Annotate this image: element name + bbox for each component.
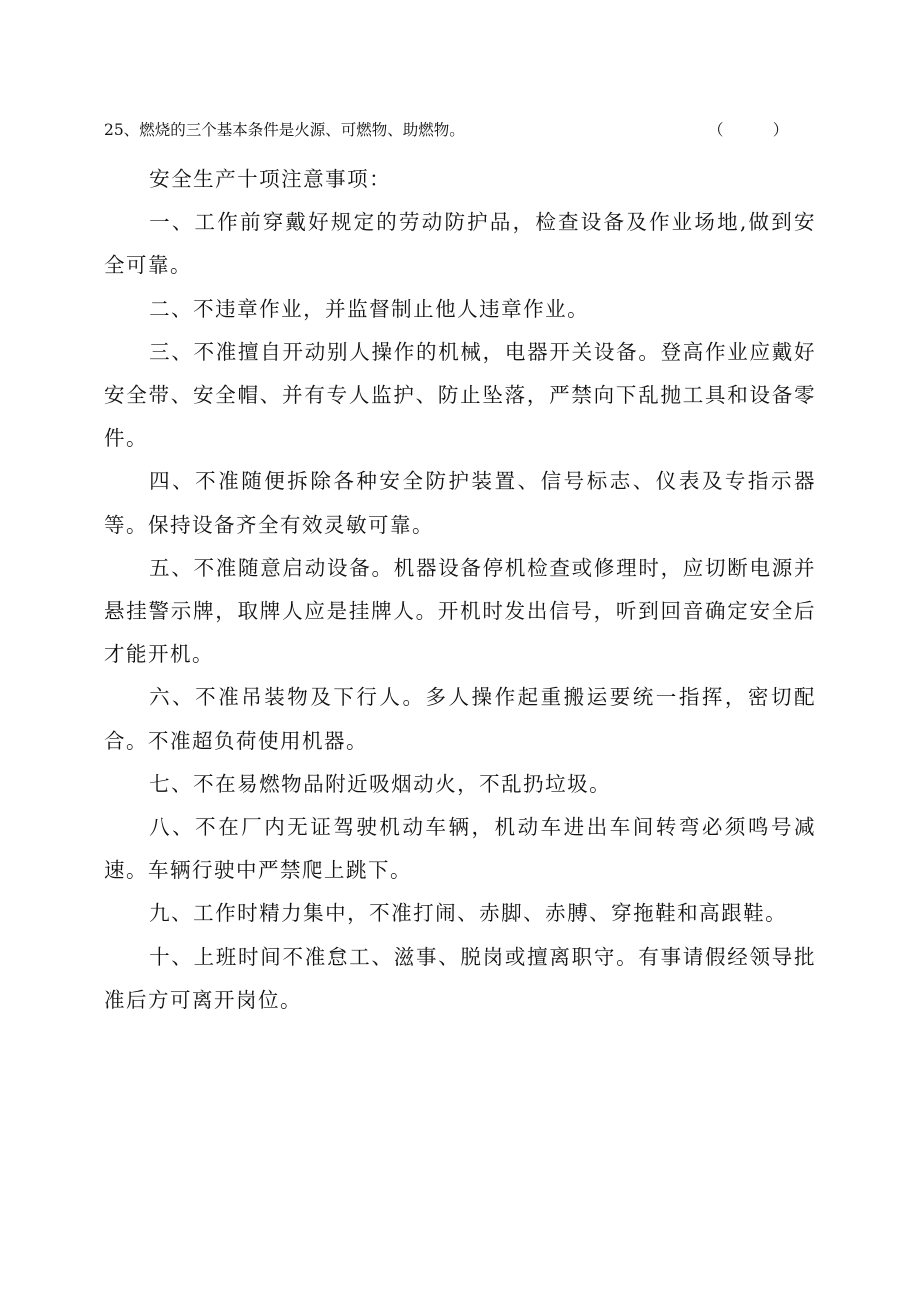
section-heading: 安全生产十项注意事项：: [149, 167, 392, 191]
list-item-2: 二、不违章作业，并监督制止他人违章作业。: [149, 296, 590, 321]
list-item-7: 七、不在易燃物品附近吸烟动火，不乱扔垃圾。: [149, 771, 612, 796]
question-text: 25、燃烧的三个基本条件是火源、可燃物、助燃物。: [104, 121, 465, 139]
safety-notes: [104, 158, 816, 1022]
list-item-9: 九、工作时精力集中，不准打闹、赤脚、赤膊、穿拖鞋和高跟鞋。: [149, 901, 788, 926]
list-item-3: 三、不准擅自开动别人操作的机械，电器开关设备。登高作业应戴好安全带、安全帽、并有专人监护、防止坠落，严禁向下乱抛工具和设备零件。: [104, 339, 816, 451]
list-item-5: 五、不准随意启动设备。机器设备停机检查或修理时，应切断电源并悬挂警示牌，取牌人应是挂牌人。开机时发出信号，听到回音确定安全后才能开机。: [104, 555, 816, 667]
list-item-4: 四、不准随便拆除各种安全防护装置、信号标志、仪表及专指示器等。保持设备齐全有效灵敏可靠。: [104, 469, 816, 537]
list-item-10: 十、上班时间不准怠工、滋事、脱岗或擅离职守。有事请假经领导批准后方可离开岗位。: [104, 944, 816, 1012]
list-item-8: 八、不在厂内无证驾驶机动车辆，机动车进出车间转弯必须鸣号减速。车辆行驶中严禁爬上跳下。: [104, 815, 816, 883]
answer-blank: （ ）: [708, 121, 789, 139]
question-25: [104, 118, 804, 142]
list-item-1: 一、工作前穿戴好规定的劳动防护品，检查设备及作业场地,做到安全可靠。: [104, 210, 816, 278]
list-item-6: 六、不准吊装物及下行人。多人操作起重搬运要统一指挥，密切配合。不准超负荷使用机器。: [104, 685, 816, 753]
